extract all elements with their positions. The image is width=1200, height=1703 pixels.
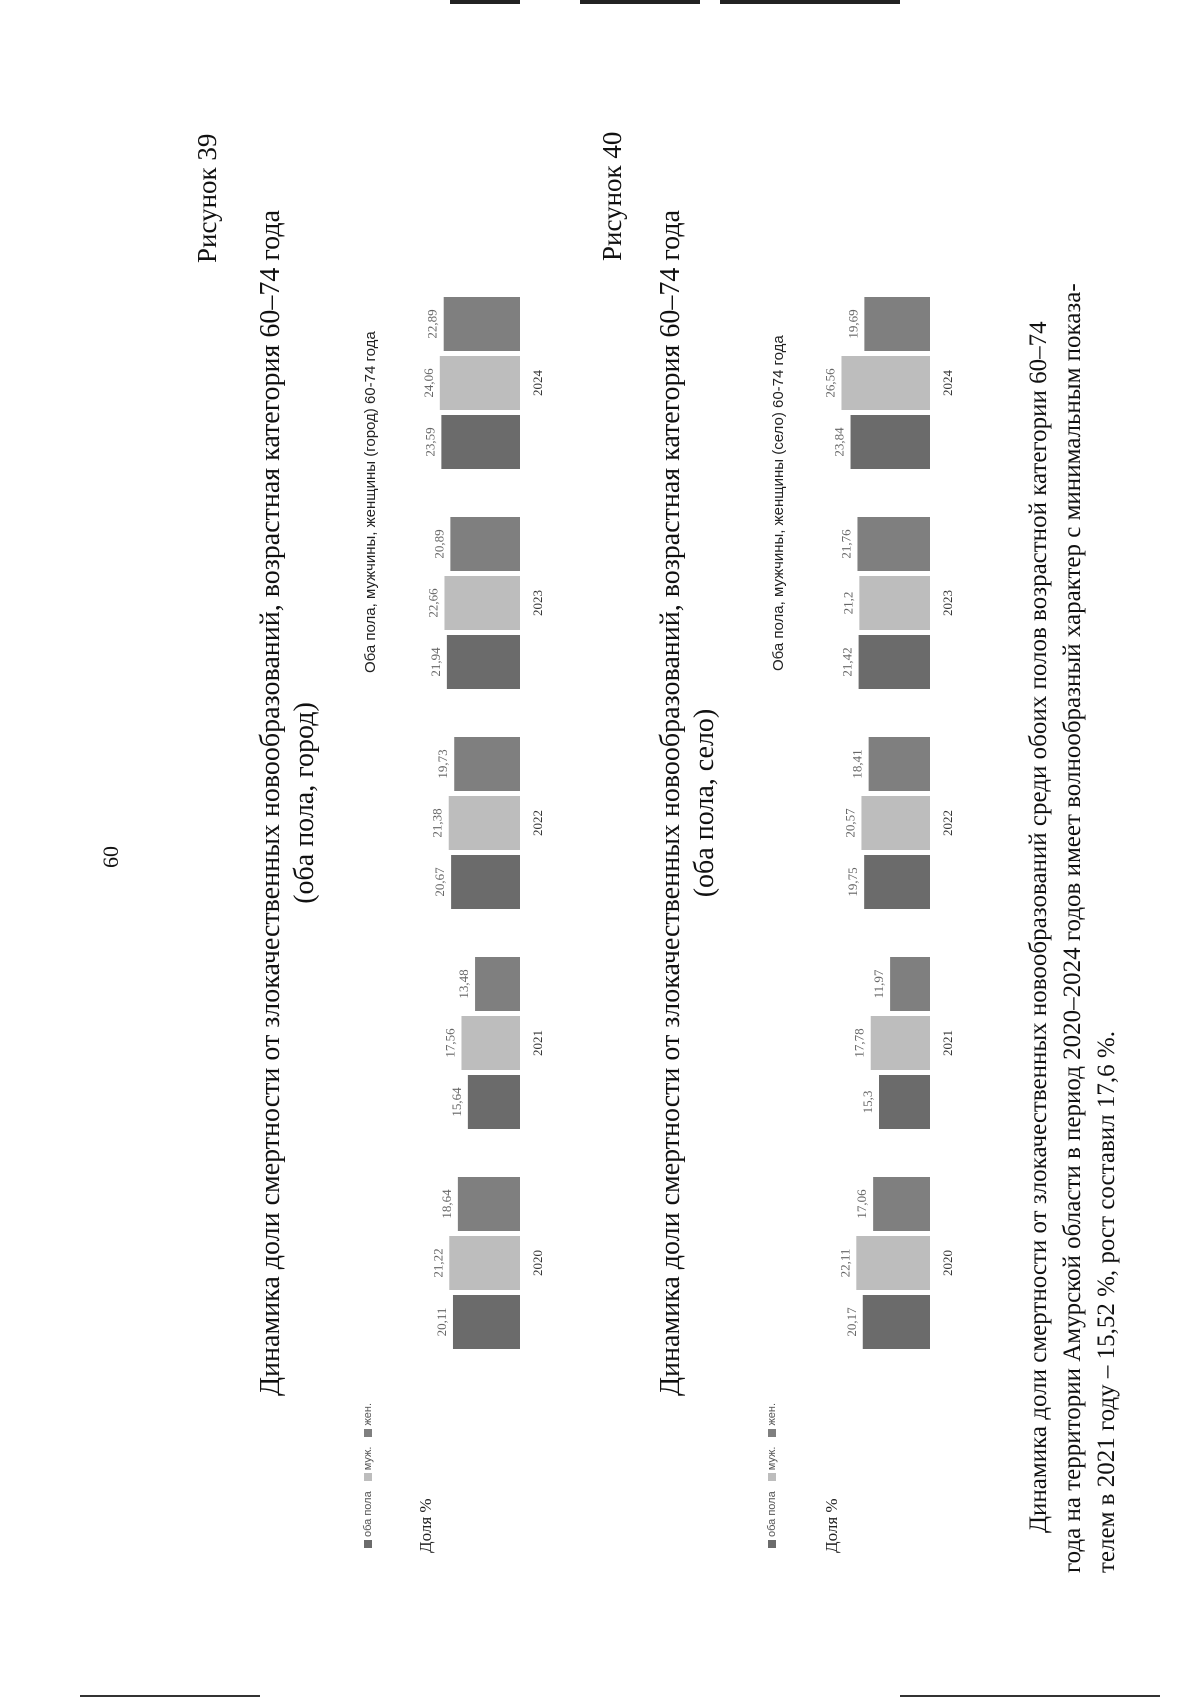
chart-39-title: Оба пола, мужчины, женщины (город) 60-74 года	[362, 331, 379, 673]
category-label: 2023	[940, 590, 955, 616]
data-label: 18,41	[849, 749, 865, 779]
figure-39-label: Рисунок 39	[192, 133, 222, 263]
category-label: 2024	[530, 370, 545, 396]
bar	[441, 415, 520, 469]
figure-40-title-line-1: Динамика доли смертности от злокачественных новообразований, возрастная категория 60–74 года	[655, 209, 686, 1397]
category-label: 2021	[530, 1030, 545, 1056]
data-label: 19,69	[845, 309, 861, 339]
category-label: 2022	[940, 810, 955, 836]
bar	[458, 1177, 520, 1231]
data-label: 17,78	[851, 1028, 867, 1058]
bar	[451, 855, 520, 909]
data-label: 13,48	[456, 969, 472, 999]
bar	[871, 1016, 930, 1070]
category-label: 2020	[530, 1250, 545, 1276]
data-label: 20,11	[433, 1307, 449, 1337]
data-label: 20,89	[431, 529, 447, 559]
data-label: 21,2	[840, 591, 856, 615]
legend-swatch	[768, 1429, 776, 1437]
bar	[440, 356, 520, 410]
bar	[475, 957, 520, 1011]
chart-39-legend	[362, 1403, 374, 1548]
data-label: 17,06	[854, 1189, 870, 1219]
bar	[857, 517, 930, 571]
bar	[450, 517, 520, 571]
chart-39-plot	[408, 273, 553, 1373]
chart-40-title: Оба пола, мужчины, женщины (село) 60-74 года	[770, 335, 787, 671]
bar	[468, 1075, 520, 1129]
bar	[861, 796, 930, 850]
bar	[851, 415, 930, 469]
bar	[449, 1236, 520, 1290]
data-label: 22,89	[424, 309, 440, 339]
bar	[859, 635, 930, 689]
category-label: 2023	[530, 590, 545, 616]
data-label: 26,56	[822, 368, 838, 398]
chart-40-legend	[766, 1403, 778, 1548]
chart-40-plot	[818, 273, 963, 1373]
bar	[873, 1177, 930, 1231]
data-label: 22,66	[425, 588, 441, 618]
bar	[879, 1075, 930, 1129]
bar	[859, 576, 930, 630]
legend-swatch	[768, 1473, 776, 1481]
bar	[454, 737, 520, 791]
bar	[444, 576, 520, 630]
data-label: 21,22	[430, 1248, 446, 1278]
legend-swatch	[768, 1540, 776, 1548]
legend-label: жен.	[362, 1402, 374, 1426]
data-label: 20,57	[842, 808, 858, 838]
data-label: 23,84	[831, 427, 847, 457]
category-label: 2020	[940, 1250, 955, 1276]
category-label: 2024	[940, 370, 955, 396]
bar	[890, 957, 930, 1011]
figure-39-title-line-1: Динамика доли смертности от злокачественных новообразований, возрастная категория 60–74 года	[255, 209, 286, 1397]
data-label: 15,64	[448, 1087, 464, 1117]
legend-item	[766, 1403, 778, 1437]
legend-label: жен.	[766, 1402, 778, 1426]
bar	[841, 356, 930, 410]
legend-item	[362, 1403, 374, 1437]
figure-39-title	[254, 153, 322, 1453]
data-label: 17,56	[442, 1028, 458, 1058]
bar	[453, 1295, 520, 1349]
bar	[864, 297, 930, 351]
legend-label: муж.	[362, 1446, 374, 1471]
chart-39-ylabel: Доля %	[416, 1498, 435, 1553]
figure-40-title-line-2: (оба пола, село)	[689, 708, 720, 898]
legend-item	[362, 1447, 374, 1482]
legend-item	[362, 1491, 374, 1548]
legend-label: оба пола	[766, 1491, 778, 1537]
bar	[447, 635, 520, 689]
data-label: 18,64	[438, 1189, 454, 1219]
data-label: 11,97	[871, 969, 887, 999]
legend-swatch	[364, 1540, 372, 1548]
figure-39-title-line-2: (оба пола, город)	[289, 702, 320, 904]
legend-swatch	[364, 1429, 372, 1437]
data-label: 20,17	[843, 1307, 859, 1337]
bar	[863, 1295, 930, 1349]
legend-item	[766, 1447, 778, 1482]
data-label: 19,75	[845, 867, 861, 897]
bar	[461, 1016, 520, 1070]
bar	[869, 737, 930, 791]
legend-swatch	[364, 1473, 372, 1481]
data-label: 21,38	[429, 808, 445, 838]
figure-40-label: Рисунок 40	[597, 131, 627, 261]
legend-label: муж.	[766, 1446, 778, 1471]
data-label: 21,76	[838, 529, 854, 559]
bar	[444, 297, 520, 351]
data-label: 24,06	[420, 368, 436, 398]
category-label: 2022	[530, 810, 545, 836]
data-label: 21,94	[427, 647, 443, 677]
chart-40-ylabel: Доля %	[822, 1498, 841, 1553]
data-label: 21,42	[839, 647, 855, 677]
legend-item	[766, 1491, 778, 1548]
legend-label: оба пола	[362, 1491, 374, 1537]
category-label: 2021	[940, 1030, 955, 1056]
data-label: 22,11	[837, 1248, 853, 1278]
data-label: 15,3	[860, 1090, 875, 1114]
bar	[864, 855, 930, 909]
caption-line-3: телем в 2021 году – 15,52 %, рост составил 17,6 %.	[1093, 1031, 1120, 1573]
page-number: 60	[98, 846, 123, 868]
figure-40-title	[654, 153, 722, 1453]
caption-line-2: года на территории Амурской области в период 2020–2024 годов имеет волнообразный характер с минимальным показа-	[1059, 283, 1086, 1573]
bar	[856, 1236, 930, 1290]
caption-line-1: Динамика доли смертности от злокачественных новообразований среди обоих полов возрастной категории 60–74	[1025, 321, 1052, 1533]
bar	[449, 796, 520, 850]
data-label: 19,73	[435, 749, 451, 779]
data-label: 20,67	[432, 867, 448, 897]
caption-paragraph	[1022, 143, 1124, 1573]
data-label: 23,59	[422, 427, 438, 457]
